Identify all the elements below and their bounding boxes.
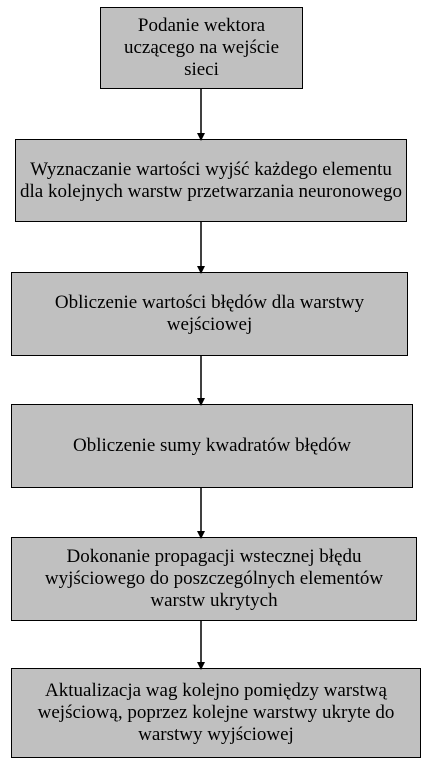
flow-step-2-label: Wyznaczanie wartości wyjść każdego elementu dla kolejnych warstw przetwarzania neuronowego	[20, 158, 402, 202]
flow-step-3-label: Obliczenie wartości błędów dla warstwy wejściowej	[54, 292, 365, 335]
flow-step-6-label: Aktualizacja wag kolejno pomiędzy warstwą wejściową, poprzez kolejne warstwy ukryte do warstwy wyjściowej	[37, 680, 395, 745]
flow-step-1-label: Podanie wektora uczącego na wejście sieci	[123, 15, 280, 80]
flow-step-5-label: Dokonanie propagacji wstecznej błędu wyjściowego do poszczególnych elementów warstw ukrytych	[44, 546, 384, 611]
flow-step-4-label: Obliczenie sumy kwadratów błędów	[72, 435, 352, 456]
